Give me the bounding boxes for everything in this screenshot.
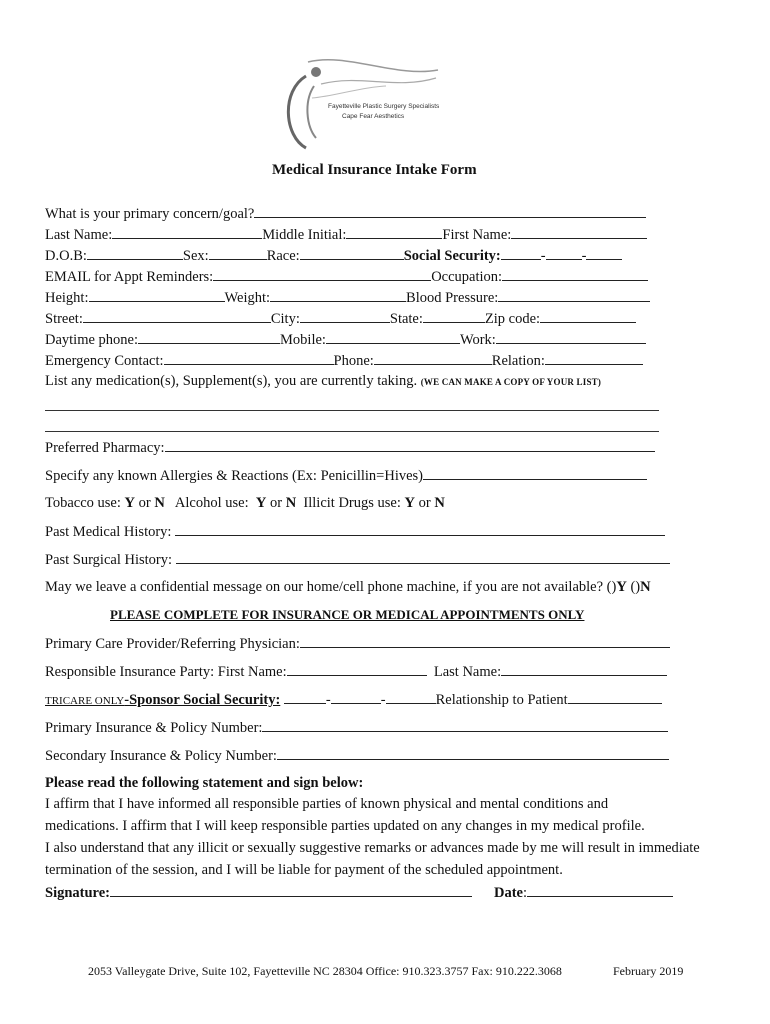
height-field[interactable] <box>89 288 225 302</box>
daytime-phone-field[interactable] <box>138 330 280 344</box>
alcohol-or: or <box>269 495 283 511</box>
city-label: City: <box>270 311 300 327</box>
statement-line-3: I also understand that any illicit or sexually suggestive remarks or advances made by me will result in immediate <box>45 840 700 856</box>
confidential-message-label: May we leave a confidential message on our home/cell phone machine, if you are not available? () <box>45 579 617 595</box>
primary-concern-label: What is your primary concern/goal? <box>45 206 255 222</box>
weight-label: Weight: <box>224 290 271 306</box>
work-label: Work: <box>459 332 496 348</box>
sex-label: Sex: <box>182 248 209 264</box>
alcohol-label: Alcohol use: <box>174 495 249 511</box>
pharmacy-field[interactable] <box>165 438 655 452</box>
date-field[interactable] <box>527 883 673 897</box>
pharmacy-label: Preferred Pharmacy: <box>45 440 165 456</box>
statement-line-2: medications. I affirm that I will keep responsible parties updated on any changes in my medical profile. <box>45 818 645 834</box>
street-row <box>45 309 636 328</box>
responsible-last-name-label: Last Name: <box>433 664 502 680</box>
medications-note: (WE CAN MAKE A COPY OF YOUR LIST) <box>420 377 602 387</box>
responsible-first-name-field[interactable] <box>287 662 427 676</box>
emergency-phone-field[interactable] <box>374 351 492 365</box>
relation-label: Relation: <box>491 353 545 369</box>
ss-field-3[interactable] <box>586 246 622 260</box>
confidential-message-row <box>45 578 651 596</box>
dob-field[interactable] <box>87 246 183 260</box>
signature-row <box>45 883 472 902</box>
middle-initial-label: Middle Initial: <box>262 227 347 243</box>
clinic-logo <box>276 56 446 156</box>
emergency-contact-field[interactable] <box>164 351 334 365</box>
zip-field[interactable] <box>540 309 636 323</box>
blood-pressure-label: Blood Pressure: <box>406 290 499 306</box>
past-medical-label: Past Medical History: <box>45 524 172 540</box>
emergency-row <box>45 351 643 370</box>
pcp-field[interactable] <box>300 634 670 648</box>
insurance-heading: PLEASE COMPLETE FOR INSURANCE OR MEDICAL APPOINTMENTS ONLY <box>110 607 585 622</box>
daytime-phone-label: Daytime phone: <box>45 332 139 348</box>
sponsor-ss-label: -Sponsor Social Security: <box>124 692 281 708</box>
drugs-or: or <box>418 495 431 511</box>
primary-concern-row <box>45 204 646 223</box>
tobacco-or: or <box>138 495 151 511</box>
relationship-to-patient-label: Relationship to Patient <box>435 692 568 708</box>
first-name-label: First Name: <box>442 227 512 243</box>
past-surgical-label: Past Surgical History: <box>45 552 173 568</box>
state-label: State: <box>389 311 423 327</box>
race-label: Race: <box>266 248 300 264</box>
logo-text-line2: Cape Fear Aesthetics <box>342 113 405 120</box>
ss-dash-2: - <box>581 248 587 264</box>
drugs-no[interactable]: N <box>434 495 445 511</box>
ss-dash-1: - <box>540 248 546 264</box>
allergies-label: Specify any known Allergies & Reactions (Ex: Penicillin=Hives) <box>45 468 423 484</box>
weight-field[interactable] <box>270 288 406 302</box>
footer-date: February 2019 <box>613 964 684 978</box>
allergies-field[interactable] <box>423 466 647 480</box>
statement-line-4: termination of the session, and I will be liable for payment of the scheduled appointment. <box>45 862 563 878</box>
signature-field[interactable] <box>110 883 472 897</box>
responsible-party-row <box>45 662 667 681</box>
dob-row <box>45 246 622 265</box>
zip-label: Zip code: <box>484 311 541 327</box>
statement-line-1: I affirm that I have informed all responsible parties of known physical and mental conditions and <box>45 796 609 812</box>
ss-field-1[interactable] <box>501 246 541 260</box>
allergies-row <box>45 466 647 485</box>
city-field[interactable] <box>300 309 390 323</box>
street-label: Street: <box>45 311 83 327</box>
sponsor-ss-field-1[interactable] <box>284 690 326 704</box>
emergency-contact-label: Emergency Contact: <box>45 353 164 369</box>
blood-pressure-field[interactable] <box>498 288 650 302</box>
date-row: Date: <box>494 883 673 902</box>
secondary-insurance-label: Secondary Insurance & Policy Number: <box>45 748 277 764</box>
secondary-insurance-row <box>45 746 669 765</box>
race-field[interactable] <box>300 246 404 260</box>
middle-initial-field[interactable] <box>346 225 442 239</box>
tricare-label: TRICARE ONLY <box>45 695 125 707</box>
logo-text-line1: Fayetteville Plastic Surgery Specialists <box>328 103 440 110</box>
sponsor-ss-dash-2: - <box>380 692 386 708</box>
alcohol-yes[interactable]: Y <box>255 495 267 511</box>
substance-row <box>45 494 445 512</box>
signature-label: Signature: <box>45 885 110 901</box>
tricare-row <box>45 690 662 710</box>
last-name-label: Last Name: <box>45 227 113 243</box>
relationship-to-patient-field[interactable] <box>568 690 662 704</box>
past-medical-field[interactable] <box>175 522 665 536</box>
tobacco-yes[interactable]: Y <box>124 495 135 511</box>
name-row <box>45 225 647 244</box>
pharmacy-row <box>45 438 655 457</box>
first-name-field[interactable] <box>511 225 647 239</box>
height-row <box>45 288 650 307</box>
dob-label: D.O.B: <box>45 248 87 264</box>
occupation-label: Occupation: <box>431 269 503 285</box>
footer-address: 2053 Valleygate Drive, Suite 102, Fayetteville NC 28304 Office: 910.323.3757 Fax: 910.222.3068 <box>88 964 562 978</box>
date-label: Date <box>494 885 523 901</box>
alcohol-no[interactable]: N <box>285 495 297 511</box>
past-surgical-row <box>45 550 670 569</box>
mobile-field[interactable] <box>326 330 460 344</box>
medications-line-1[interactable] <box>45 410 659 411</box>
primary-insurance-label: Primary Insurance & Policy Number: <box>45 720 263 736</box>
height-label: Height: <box>45 290 89 306</box>
sex-field[interactable] <box>209 246 267 260</box>
medications-row <box>45 372 601 391</box>
email-row <box>45 267 648 286</box>
pcp-label: Primary Care Provider/Referring Physician: <box>45 636 300 652</box>
sponsor-ss-field-3[interactable] <box>386 690 436 704</box>
emergency-phone-label: Phone: <box>333 353 374 369</box>
email-field[interactable] <box>213 267 431 281</box>
drugs-label: Illicit Drugs use: <box>303 495 401 511</box>
primary-concern-field[interactable] <box>254 204 646 218</box>
primary-insurance-field[interactable] <box>262 718 668 732</box>
phone-row <box>45 330 646 349</box>
state-field[interactable] <box>423 309 485 323</box>
tobacco-no[interactable]: N <box>154 495 165 511</box>
tobacco-label: Tobacco use: <box>45 495 121 511</box>
pcp-row <box>45 634 670 653</box>
work-field[interactable] <box>496 330 646 344</box>
responsible-last-name-field[interactable] <box>501 662 667 676</box>
ss-field-2[interactable] <box>546 246 582 260</box>
sponsor-ss-field-2[interactable] <box>331 690 381 704</box>
sponsor-ss-dash-1: - <box>325 692 331 708</box>
last-name-field[interactable] <box>112 225 262 239</box>
medications-line-2[interactable] <box>45 431 659 432</box>
mobile-label: Mobile: <box>280 332 326 348</box>
drugs-yes[interactable]: Y <box>404 495 415 511</box>
email-label: EMAIL for Appt Reminders: <box>45 269 214 285</box>
form-title: Medical Insurance Intake Form <box>272 162 477 178</box>
occupation-field[interactable] <box>502 267 648 281</box>
primary-insurance-row <box>45 718 668 737</box>
statement-heading: Please read the following statement and sign below: <box>45 775 364 791</box>
message-yes[interactable]: Y <box>616 579 627 595</box>
responsible-party-label: Responsible Insurance Party: First Name: <box>45 664 287 680</box>
past-medical-row <box>45 522 665 541</box>
social-security-label: Social Security: <box>403 248 501 264</box>
street-field[interactable] <box>83 309 271 323</box>
medications-label: List any medication(s), Supplement(s), you are currently taking. <box>45 373 418 389</box>
message-option-separator: () <box>626 579 641 595</box>
relation-field[interactable] <box>545 351 643 365</box>
secondary-insurance-field[interactable] <box>277 746 669 760</box>
message-no[interactable]: N <box>640 579 651 595</box>
past-surgical-field[interactable] <box>176 550 670 564</box>
